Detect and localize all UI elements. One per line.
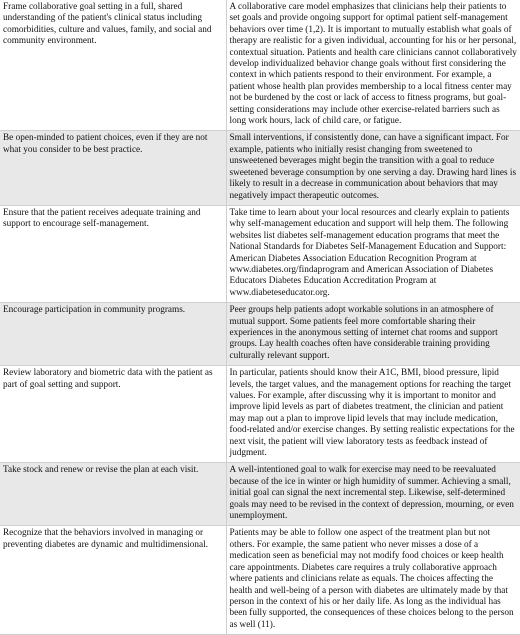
table-row [0, 526, 520, 635]
details-cell: In particular, patients should know their A1C, BMI, blood pressure, lipid levels, the target values, and the management options for reaching the target values. For example, after discussing why it is important to monitor and improve lipid levels as part of diabetes treatment, the clinician and patient may map out a plan to improve lipid levels that may include medication, food-related and/or exercise changes. By setting realistic expectations for the next visit, the patient will view laboratory tests as feedback instead of judgment. [226, 366, 520, 463]
table-row [0, 463, 520, 526]
table-row [0, 205, 520, 302]
strategy-cell: Encourage participation in community programs. [0, 303, 226, 366]
details-cell: A collaborative care model emphasizes that clinicians help their patients to set goals and provide ongoing support for optimal patient self-management behaviors over time (1,2). It is important to mutually establish what goals of therapy are realistic for a given individual, accounting for his or her personal, contextual situation. Patients and health care clinicians cannot collaboratively develop individualized behavior change goals without first considering the context in which patients respond to their environment. For example, a patient whose health plan provides membership to a local fitness center may not be burdened by the cost or lack of access to fitness programs, but goal-setting considerations may include other exercise-related barriers such as long work hours, lack of child care, or fatigue. [226, 0, 520, 131]
strategy-cell: Take stock and renew or revise the plan at each visit. [0, 463, 226, 526]
details-cell: Peer groups help patients adopt workable solutions in an atmosphere of mutual support. Some patients feel more comfortable sharing their experiences in the anonymous setting of internet chat rooms and support groups. Lay health coaches often have considerable training providing culturally relevant support. [226, 303, 520, 366]
strategy-cell: Recognize that the behaviors involved in managing or preventing diabetes are dynamic and multidimensional. [0, 526, 226, 635]
strategy-cell: Ensure that the patient receives adequate training and support to encourage self-management. [0, 205, 226, 302]
table-row [0, 131, 520, 205]
strategy-cell: Frame collaborative goal setting in a full, shared understanding of the patient's clinical status including comorbidities, culture and values, family, and social and community environment. [0, 0, 226, 131]
details-cell: Small interventions, if consistently done, can have a significant impact. For example, patients who initially resist changing from sweetened to unsweetened beverages might begin the transition with a goal to reduce sweetened beverage consumption by one serving a day. Drawing hard lines is likely to result in a decrease in communication about behaviors that may negatively impact therapeutic outcomes. [226, 131, 520, 205]
table-row [0, 303, 520, 366]
details-cell: A well-intentioned goal to walk for exercise may need to be reevaluated because of the ice in winter or high humidity of summer. Achieving a small, initial goal can signal the next incremental step. Likewise, self-determined goals may need to be revised in the context of depression, mourning, or even unemployment. [226, 463, 520, 526]
details-cell: Patients may be able to follow one aspect of the treatment plan but not others. For example, the same patient who never misses a dose of a medication seen as beneficial may not modify food choices or keep health care appointments. Diabetes care requires a truly collaborative approach where patients and clinicians relate as equals. The choices affecting the health and well-being of a person with diabetes are ultimately made by that person in the context of his or her daily life. As long as the individual has been fully supported, the consequences of these choices belong to the person as well (11). [226, 526, 520, 635]
table-row [0, 366, 520, 463]
strategy-cell: Be open-minded to patient choices, even if they are not what you consider to be best practice. [0, 131, 226, 205]
details-cell: Take time to learn about your local resources and clearly explain to patients why self-management education and support will help them. The following websites list diabetes self-management education programs that meet the National Standards for Diabetes Self-Management Education and Support: American Diabetes Association Education Recognition Program at www.diabetes.org/findaprogram and American Association of Diabetes Educators Diabetes Education Accreditation Program at www.diabeteseducator.org. [226, 205, 520, 302]
strategy-cell: Review laboratory and biometric data with the patient as part of goal setting and support. [0, 366, 226, 463]
table-row [0, 0, 520, 131]
